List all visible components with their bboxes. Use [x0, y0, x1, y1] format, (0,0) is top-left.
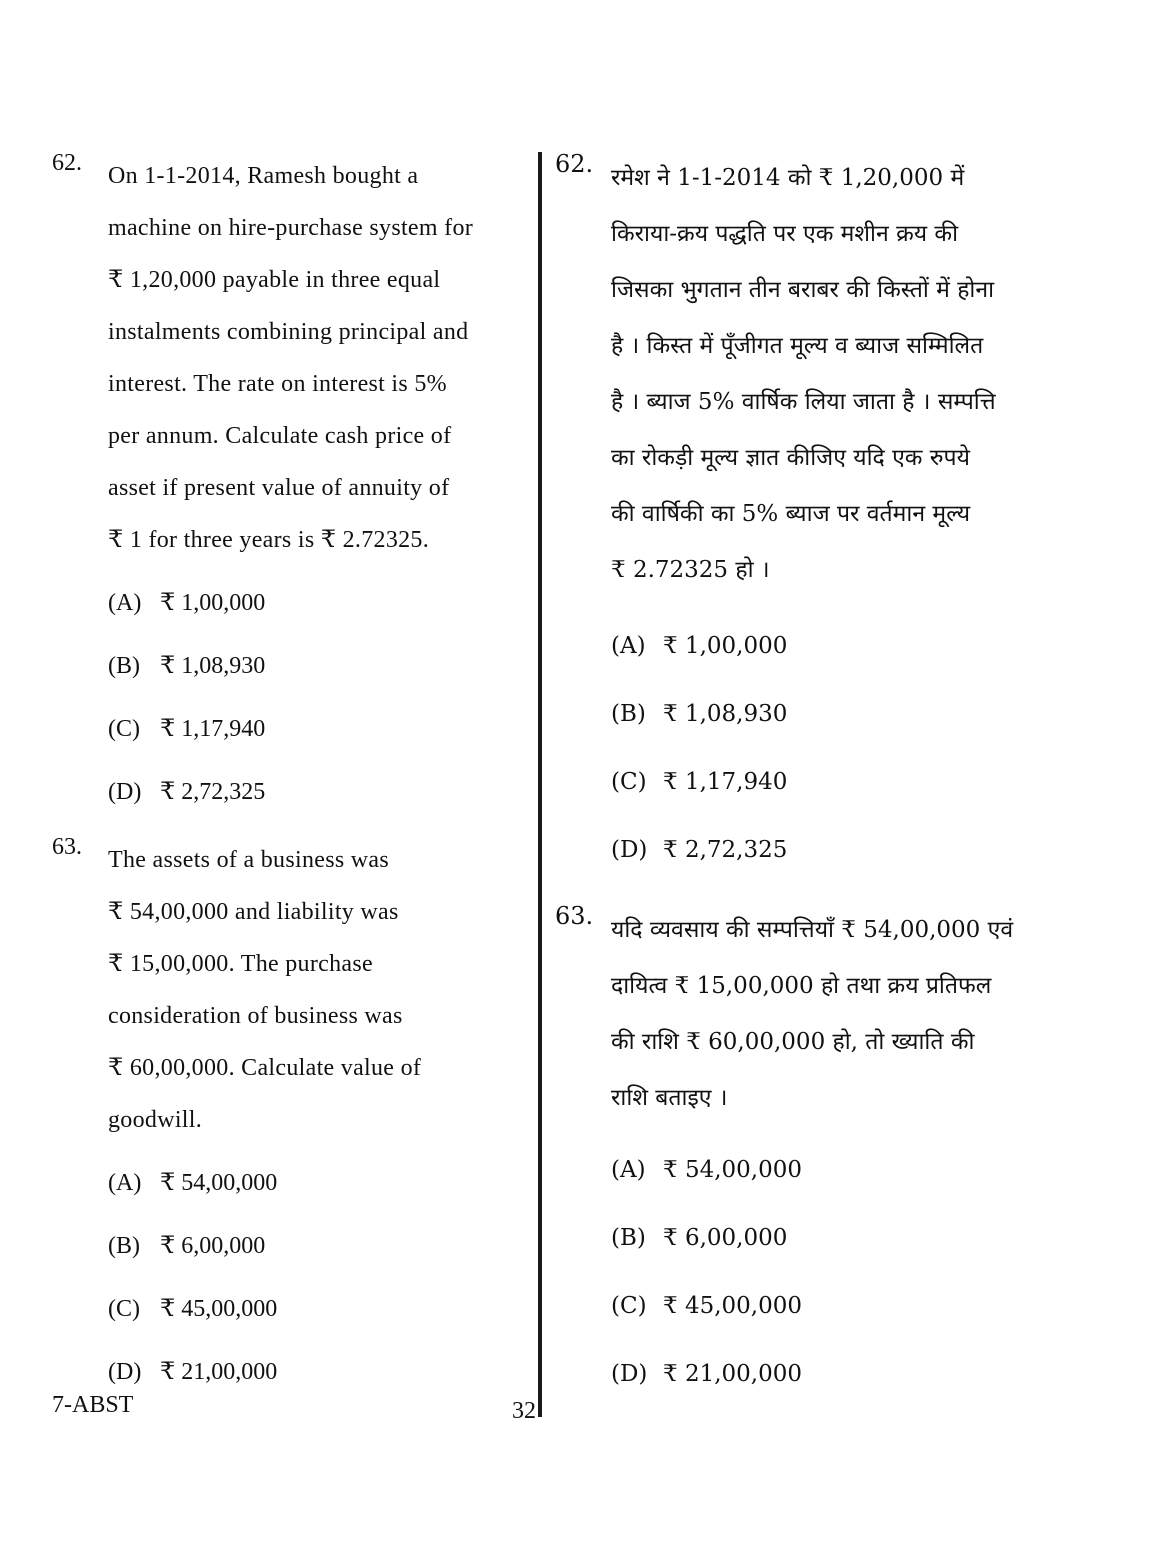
option-d: (D) ₹ 2,72,325 — [611, 837, 788, 863]
options-list — [108, 1152, 522, 1404]
question-62-hi — [555, 150, 1035, 884]
option-d: (D) ₹ 21,00,000 — [611, 1361, 802, 1387]
option-a: (A) ₹ 1,00,000 — [108, 590, 266, 616]
paper-code: 7-ABST — [52, 1392, 134, 1418]
question-line: On 1-1-2014, Ramesh bought a — [108, 163, 419, 189]
question-number: 62. — [52, 150, 82, 176]
question-line: का रोकड़ी मूल्य ज्ञात कीजिए यदि एक रुपये — [611, 445, 970, 471]
hindi-column — [555, 150, 1035, 1408]
option-d: (D) ₹ 2,72,325 — [108, 779, 266, 805]
question-line: ₹ 15,00,000. The purchase — [108, 951, 373, 977]
options-list — [611, 612, 1035, 884]
question-line: per annum. Calculate cash price of — [108, 423, 452, 449]
question-line: The assets of a business was — [108, 847, 390, 873]
question-number: 62. — [555, 150, 594, 178]
question-line: की राशि ₹ 60,00,000 हो, तो ख्याति की — [611, 1029, 975, 1055]
question-line: ₹ 1,20,000 payable in three equal — [108, 267, 441, 293]
question-text — [611, 902, 1035, 1126]
page-number: 32 — [512, 1398, 536, 1424]
question-line: ₹ 54,00,000 and liability was — [108, 899, 399, 925]
options-list — [611, 1136, 1035, 1408]
question-line: जिसका भुगतान तीन बराबर की किस्तों में होना — [611, 277, 995, 303]
option-c: (C) ₹ 1,17,940 — [611, 769, 788, 795]
question-number: 63. — [555, 902, 594, 930]
option-b: (B) ₹ 1,08,930 — [108, 653, 266, 679]
option-b: (B) ₹ 6,00,000 — [108, 1233, 266, 1259]
question-line: instalments combining principal and — [108, 319, 469, 345]
option-a: (A) ₹ 54,00,000 — [611, 1157, 802, 1183]
question-line: दायित्व ₹ 15,00,000 हो तथा क्रय प्रतिफल — [611, 973, 992, 999]
question-line: ₹ 2.72325 हो । — [611, 557, 770, 583]
options-list — [108, 572, 522, 824]
question-line: interest. The rate on interest is 5% — [108, 371, 447, 397]
question-line: goodwill. — [108, 1107, 203, 1133]
question-line: ₹ 60,00,000. Calculate value of — [108, 1055, 422, 1081]
question-63-en — [52, 834, 522, 1404]
question-number: 63. — [52, 834, 82, 860]
question-line: रमेश ने 1-1-2014 को ₹ 1,20,000 में — [611, 165, 965, 191]
option-b: (B) ₹ 1,08,930 — [611, 701, 788, 727]
question-line: है । ब्याज 5% वार्षिक लिया जाता है । सम्पत्ति — [611, 389, 996, 415]
option-a: (A) ₹ 1,00,000 — [611, 633, 788, 659]
question-line: ₹ 1 for three years is ₹ 2.72325. — [108, 527, 430, 553]
question-line: राशि बताइए । — [611, 1085, 728, 1111]
question-line: machine on hire-purchase system for — [108, 215, 474, 241]
question-line: किराया-क्रय पद्धति पर एक मशीन क्रय की — [611, 221, 959, 247]
question-text — [108, 834, 522, 1146]
question-line: consideration of business was — [108, 1003, 403, 1029]
option-c: (C) ₹ 45,00,000 — [108, 1296, 278, 1322]
question-line: है । किस्त में पूँजीगत मूल्य व ब्याज सम्मिलित — [611, 333, 984, 359]
option-c: (C) ₹ 1,17,940 — [108, 716, 266, 742]
option-d: (D) ₹ 21,00,000 — [108, 1359, 278, 1385]
column-divider — [538, 152, 542, 1417]
question-line: यदि व्यवसाय की सम्पत्तियाँ ₹ 54,00,000 एवं — [611, 917, 1014, 943]
question-text — [108, 150, 522, 566]
option-b: (B) ₹ 6,00,000 — [611, 1225, 788, 1251]
question-line: की वार्षिकी का 5% ब्याज पर वर्तमान मूल्य — [611, 501, 971, 527]
question-62-en — [52, 150, 522, 824]
option-c: (C) ₹ 45,00,000 — [611, 1293, 802, 1319]
question-line: asset if present value of annuity of — [108, 475, 450, 501]
english-column — [52, 150, 522, 1404]
option-a: (A) ₹ 54,00,000 — [108, 1170, 278, 1196]
question-63-hi — [555, 902, 1035, 1408]
question-text — [611, 150, 1035, 598]
